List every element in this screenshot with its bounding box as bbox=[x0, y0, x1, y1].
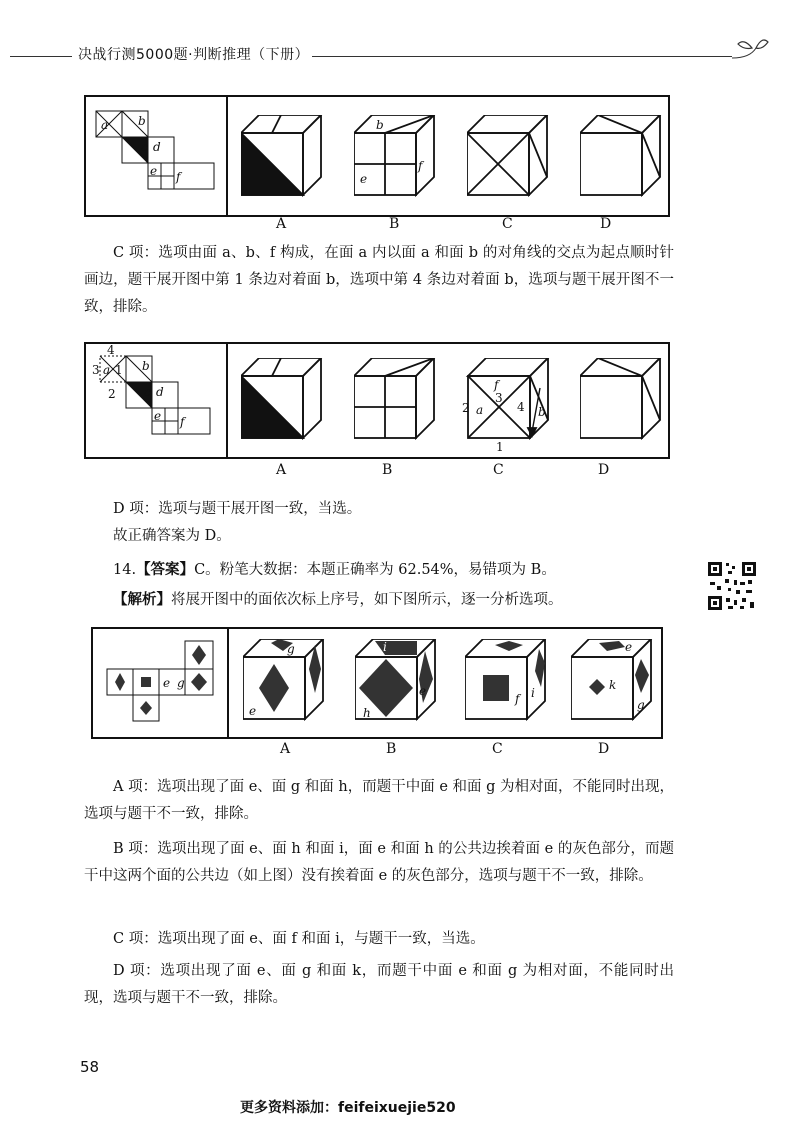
header-rule-right bbox=[312, 56, 732, 57]
svg-text:b: b bbox=[538, 405, 546, 419]
svg-text:4: 4 bbox=[107, 344, 115, 357]
a-item: A 项：选项出现了面 e、面 g 和面 h，而题干中面 e 和面 g 为相对面，不能同时出现，选项与题干不一致，排除。 bbox=[84, 779, 675, 822]
c-item-2: C 项：选项出现了面 e、面 f 和面 i，与题干一致，当选。 bbox=[113, 931, 485, 947]
jiexi: 【解析】将展开图中的面依次标上序号，如下图所示，逐一分析选项。 bbox=[113, 592, 563, 608]
sprout-icon bbox=[730, 34, 770, 64]
cube-3a bbox=[243, 639, 328, 727]
header-rule-left bbox=[10, 56, 72, 57]
svg-text:a: a bbox=[103, 363, 111, 377]
figure-2-net bbox=[86, 344, 228, 457]
svg-text:2: 2 bbox=[462, 401, 470, 415]
cube-1a bbox=[241, 115, 326, 200]
page-number: 58 bbox=[80, 1058, 100, 1076]
svg-text:2: 2 bbox=[108, 387, 116, 401]
svg-text:e: e bbox=[625, 640, 633, 654]
svg-text:d: d bbox=[153, 140, 161, 154]
cube-3c bbox=[465, 639, 550, 727]
qr-code-icon[interactable] bbox=[706, 560, 758, 612]
svg-text:f: f bbox=[180, 415, 185, 429]
svg-text:4: 4 bbox=[517, 400, 525, 414]
svg-text:a: a bbox=[101, 118, 109, 132]
page-header bbox=[0, 40, 800, 70]
svg-text:f: f bbox=[494, 378, 499, 392]
figure-2 bbox=[84, 342, 670, 459]
cube-1d bbox=[580, 115, 665, 200]
c-item-1: C 项：选项由面 a、b、f 构成，在面 a 内以面 a 和面 b 的对角线的交点为起点顺时针画边，题干展开图中第 1 条边对着面 b，选项中第 4 条边对着面 b，选项与题干展开图不一致，排除。 bbox=[84, 245, 674, 315]
q14-answer: 14.【答案】C。粉笔大数据：本题正确率为 62.54%，易错项为 B。 bbox=[113, 562, 556, 578]
cube-net-3 bbox=[93, 629, 227, 737]
d-item: D 项：选项与题干展开图一致，当选。 bbox=[113, 501, 362, 517]
figure-1-net bbox=[86, 97, 228, 215]
cube-2b bbox=[354, 358, 439, 443]
cube-2c bbox=[462, 358, 557, 453]
d-item-2: D 项：选项出现了面 e、面 g 和面 k，而题干中面 e 和面 g 为相对面，不能同时出现，选项与题干不一致，排除。 bbox=[84, 963, 674, 1006]
svg-text:h: h bbox=[363, 706, 371, 720]
svg-text:f: f bbox=[515, 692, 520, 706]
figure-3-net bbox=[93, 629, 229, 737]
cube-1b bbox=[354, 115, 439, 200]
b-item: B 项：选项出现了面 e、面 h 和面 i，面 e 和面 h 的公共边挨着面 e 的灰色部分，而题干中这两个面的公共边（如上图）没有挨着面 e 的灰色部分，选项与题干不一致，排除。 bbox=[84, 841, 674, 884]
svg-text:e: e bbox=[419, 684, 427, 698]
svg-text:1: 1 bbox=[115, 363, 123, 377]
svg-text:g: g bbox=[177, 676, 185, 690]
svg-text:k: k bbox=[609, 678, 617, 692]
svg-text:e: e bbox=[150, 164, 158, 178]
svg-text:b: b bbox=[138, 114, 146, 128]
svg-text:a: a bbox=[476, 403, 484, 417]
svg-text:f: f bbox=[418, 159, 423, 173]
svg-text:b: b bbox=[142, 359, 150, 373]
svg-text:c: c bbox=[144, 385, 151, 399]
cube-net-1 bbox=[86, 97, 226, 215]
svg-text:f: f bbox=[176, 170, 181, 184]
svg-text:1: 1 bbox=[496, 440, 504, 453]
figure-3 bbox=[91, 627, 663, 739]
svg-text:e: e bbox=[360, 172, 368, 186]
svg-text:i: i bbox=[531, 686, 535, 700]
cube-3b bbox=[355, 639, 440, 727]
svg-text:g: g bbox=[287, 642, 295, 656]
svg-text:g: g bbox=[637, 698, 645, 712]
cube-2d bbox=[580, 358, 665, 443]
cube-1c bbox=[467, 115, 552, 200]
cube-2a bbox=[241, 358, 326, 443]
header-title: 决战行测5000题·判断推理（下册） bbox=[78, 47, 310, 63]
svg-text:e: e bbox=[154, 409, 162, 423]
svg-text:e: e bbox=[163, 676, 171, 690]
footer-note: 更多资料添加：feifeixuejie520 bbox=[240, 1100, 456, 1116]
cube-3d bbox=[571, 639, 656, 727]
svg-text:3: 3 bbox=[495, 391, 503, 405]
cube-net-2 bbox=[86, 344, 226, 457]
figure-1 bbox=[84, 95, 670, 217]
svg-text:c: c bbox=[141, 140, 148, 154]
svg-text:d: d bbox=[156, 385, 164, 399]
svg-text:b: b bbox=[376, 118, 384, 132]
svg-text:3: 3 bbox=[92, 363, 100, 377]
svg-text:i: i bbox=[383, 640, 387, 654]
conclusion: 故正确答案为 D。 bbox=[113, 528, 231, 544]
svg-text:e: e bbox=[249, 704, 257, 718]
